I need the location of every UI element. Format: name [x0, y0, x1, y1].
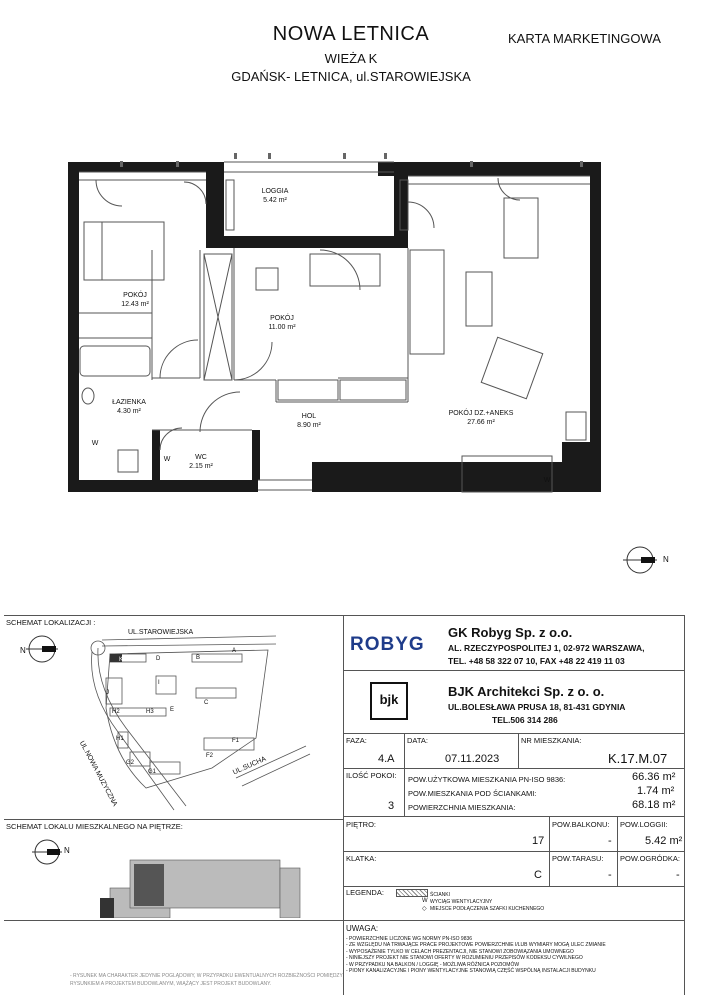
note-line: - ZE WZGLĘDU NA TRWAJĄCE PRACE PROJEKTOWE POWIERZCHNIE I/LUB WYMIARY MOGĄ ULEC ZMIANIE	[346, 942, 606, 949]
note-line: - PIONY KANALIZACYJNE I PIONY WENTYLACYJNE STANOWIĄ CZĘŚĆ WSPÓLNĄ INSTALACJI BUDYNKU	[346, 968, 596, 975]
vent-mark: W	[163, 456, 171, 463]
outer-wall	[378, 162, 600, 176]
building-label: A	[232, 648, 237, 654]
pietro-value: 17	[532, 835, 545, 847]
legend-mark-sink: ◇	[422, 906, 427, 912]
room-name: ŁAZIENKA	[112, 399, 146, 406]
room-name: POKÓJ	[123, 292, 147, 299]
project-title: NOWA LETNICA	[272, 23, 430, 45]
building-label: D	[156, 656, 161, 662]
notes-title: UWAGA:	[346, 924, 379, 933]
area2-value: 1.74 m²	[637, 785, 675, 797]
street-starowiejska: UL.STAROWIEJSKA	[128, 629, 194, 636]
building-label: H1	[116, 736, 124, 742]
wall	[252, 430, 260, 480]
room-name: POKÓJ DZ.+ANEKS	[448, 410, 514, 417]
legend-mark-w: W	[422, 898, 428, 904]
location-n: N	[20, 646, 26, 655]
room-pokoj-2	[257, 314, 307, 332]
outer-wall	[312, 462, 562, 492]
robyg-logo: ROBYG	[350, 634, 425, 655]
room-area: 2.15 m²	[189, 463, 213, 470]
room-name: HOL	[301, 413, 317, 420]
taras-value: -	[608, 869, 612, 881]
area1-label: POW.UŻYTKOWA MIESZKANIA PN-ISO 9836:	[408, 775, 566, 784]
building-label: B	[196, 655, 201, 661]
room-area: 8.90 m²	[297, 422, 321, 429]
klatka-value: C	[534, 869, 542, 881]
ogrodek-label: POW.OGRÓDKA:	[620, 854, 681, 863]
room-area: 27.66 m²	[467, 419, 495, 426]
area2-label: POW.MIESZKANIA POD ŚCIANKAMI:	[408, 789, 537, 798]
area3-value: 68.18 m²	[632, 799, 676, 811]
klatka-label: KLATKA:	[346, 854, 377, 863]
room-hol	[284, 412, 334, 430]
faded-note: - RYSUNEK MA CHARAKTER JEDYNIE POGLĄDOWY, W PRZYPADKU EWENTUALNYCH ROZBIEŻNOŚCI POMIĘDZY	[70, 973, 343, 979]
room-name: POKÓJ	[270, 315, 294, 322]
room-area: 12.43 m²	[121, 301, 149, 308]
building-label: H3	[146, 709, 154, 715]
floor-schema	[30, 838, 330, 918]
location-map	[6, 628, 342, 816]
faded-note: RYSUNKIEM A PROJEKTEM BUDOWLANYM, WIĄŻĄCY JEST PROJEKT BUDOWLANY.	[70, 981, 272, 987]
taras-label: POW.TARASU:	[552, 854, 604, 863]
faza-label: FAZA:	[346, 736, 367, 745]
note-line: - W PRZYPADKU NA BALKON / LOGGIĘ - MOŻLIWA RÓŻNICA POZIOMÓW	[346, 961, 520, 968]
bjk-logo: bjk	[370, 682, 408, 720]
room-pokoj-1	[110, 291, 160, 309]
building-label: G2	[126, 760, 135, 766]
legend-swatch-walls	[396, 889, 428, 897]
floor-plan	[0, 150, 702, 510]
room-name: LOGGIA	[261, 188, 289, 195]
building-label: G1	[148, 769, 157, 775]
ogrodek-value: -	[676, 869, 680, 881]
building-label: F2	[206, 753, 214, 759]
legend-item: MIEJSCE PODŁĄCZENIA SZAFKI KUCHENNEGO	[430, 906, 545, 912]
location-title: SCHEMAT LOKALIZACJI :	[6, 618, 96, 627]
data-label: DATA:	[407, 736, 428, 745]
building-label: J	[106, 690, 109, 696]
room-lazienka	[104, 398, 154, 416]
company2-phone: TEL.506 314 286	[492, 715, 558, 725]
area1-value: 66.36 m²	[632, 771, 676, 783]
compass-n: N	[663, 555, 669, 564]
outer-wall	[68, 162, 223, 172]
data-value: 07.11.2023	[445, 753, 500, 765]
street-sucha: UL.SUCHA	[232, 755, 268, 777]
faza-value: 4.A	[378, 753, 395, 765]
legend-item: WYCIĄG WENTYLACYJNY	[430, 899, 493, 905]
loggia-label: POW.LOGGII:	[620, 820, 668, 829]
pokoje-value: 3	[388, 800, 395, 812]
building-label: K	[119, 657, 124, 663]
note-line: - NINIEJSZY PROJEKT NIE STANOWI OFERTY W ROZUMIENIU PRZEPISÓW KODEKSU CYWILNEGO	[346, 955, 583, 962]
project-address: GDAŃSK- LETNICA, ul.STAROWIEJSKA	[231, 69, 471, 84]
area3-label: POWIERZCHNIA MIESZKANIA:	[408, 803, 516, 812]
room-loggia	[250, 187, 300, 205]
building-label: I	[158, 680, 160, 686]
wall	[206, 236, 408, 248]
room-name: WC	[195, 454, 207, 461]
pokoje-label: ILOŚĆ POKOI:	[346, 771, 397, 780]
outer-wall	[68, 162, 79, 492]
company2-address: UL.BOLESŁAWA PRUSA 18, 81-431 GDYNIA	[448, 702, 626, 712]
room-area: 5.42 m²	[263, 197, 287, 204]
room-wc	[176, 453, 226, 471]
company2-name: BJK Architekci Sp. z o. o.	[448, 684, 605, 699]
nr-value: K.17.M.07	[608, 751, 668, 766]
card-type: KARTA MARKETINGOWA	[508, 31, 661, 46]
vent-mark: W	[543, 477, 551, 484]
room-dzienny	[436, 409, 526, 427]
outer-wall	[562, 442, 601, 492]
street-nowa-muzyczna: UL.NOWA MUZYCZNA	[77, 740, 119, 808]
legend-title: LEGENDA:	[346, 888, 384, 897]
notes-list	[346, 936, 682, 974]
loggia-value: 5.42 m²	[645, 835, 683, 847]
building-label: F1	[232, 738, 240, 744]
outer-wall	[68, 480, 258, 492]
tower-name: WIEŻA K	[324, 51, 378, 66]
pietro-label: PIĘTRO:	[346, 820, 377, 829]
room-area: 4.30 m²	[117, 408, 141, 415]
balkon-value: -	[608, 835, 612, 847]
loggia-wall	[206, 162, 224, 248]
nr-label: NR MIESZKANIA:	[521, 736, 582, 745]
building-label: C	[204, 700, 209, 706]
floor-schema-title: SCHEMAT LOKALU MIESZKALNEGO NA PIĘTRZE:	[6, 822, 183, 831]
building-label: H2	[112, 709, 120, 715]
balkon-label: POW.BALKONU:	[552, 820, 610, 829]
vent-mark: W	[91, 440, 99, 447]
legend-item: ŚCIANKI	[430, 892, 451, 898]
company1-phone: TEL. +48 58 322 07 10, FAX +48 22 419 11 03	[448, 656, 625, 666]
floor-schema-n: N	[64, 846, 70, 855]
wall	[152, 430, 160, 480]
note-line: - WYPOSAŻENIE TYLKO W CELACH PREZENTACJI, NIE STANOWI ZOBOWIĄZANIA UMOWNEGO	[346, 948, 574, 955]
building-label: E	[170, 707, 175, 713]
company1-name: GK Robyg Sp. z o.o.	[448, 625, 573, 640]
company1-address: AL. RZECZYPOSPOLITEJ 1, 02-972 WARSZAWA,	[448, 643, 645, 653]
room-area: 11.00 m²	[268, 324, 296, 331]
note-line: - POWIERZCHNIE LICZONE WG NORMY PN-ISO 9836	[346, 936, 473, 942]
compass-icon	[619, 545, 661, 575]
